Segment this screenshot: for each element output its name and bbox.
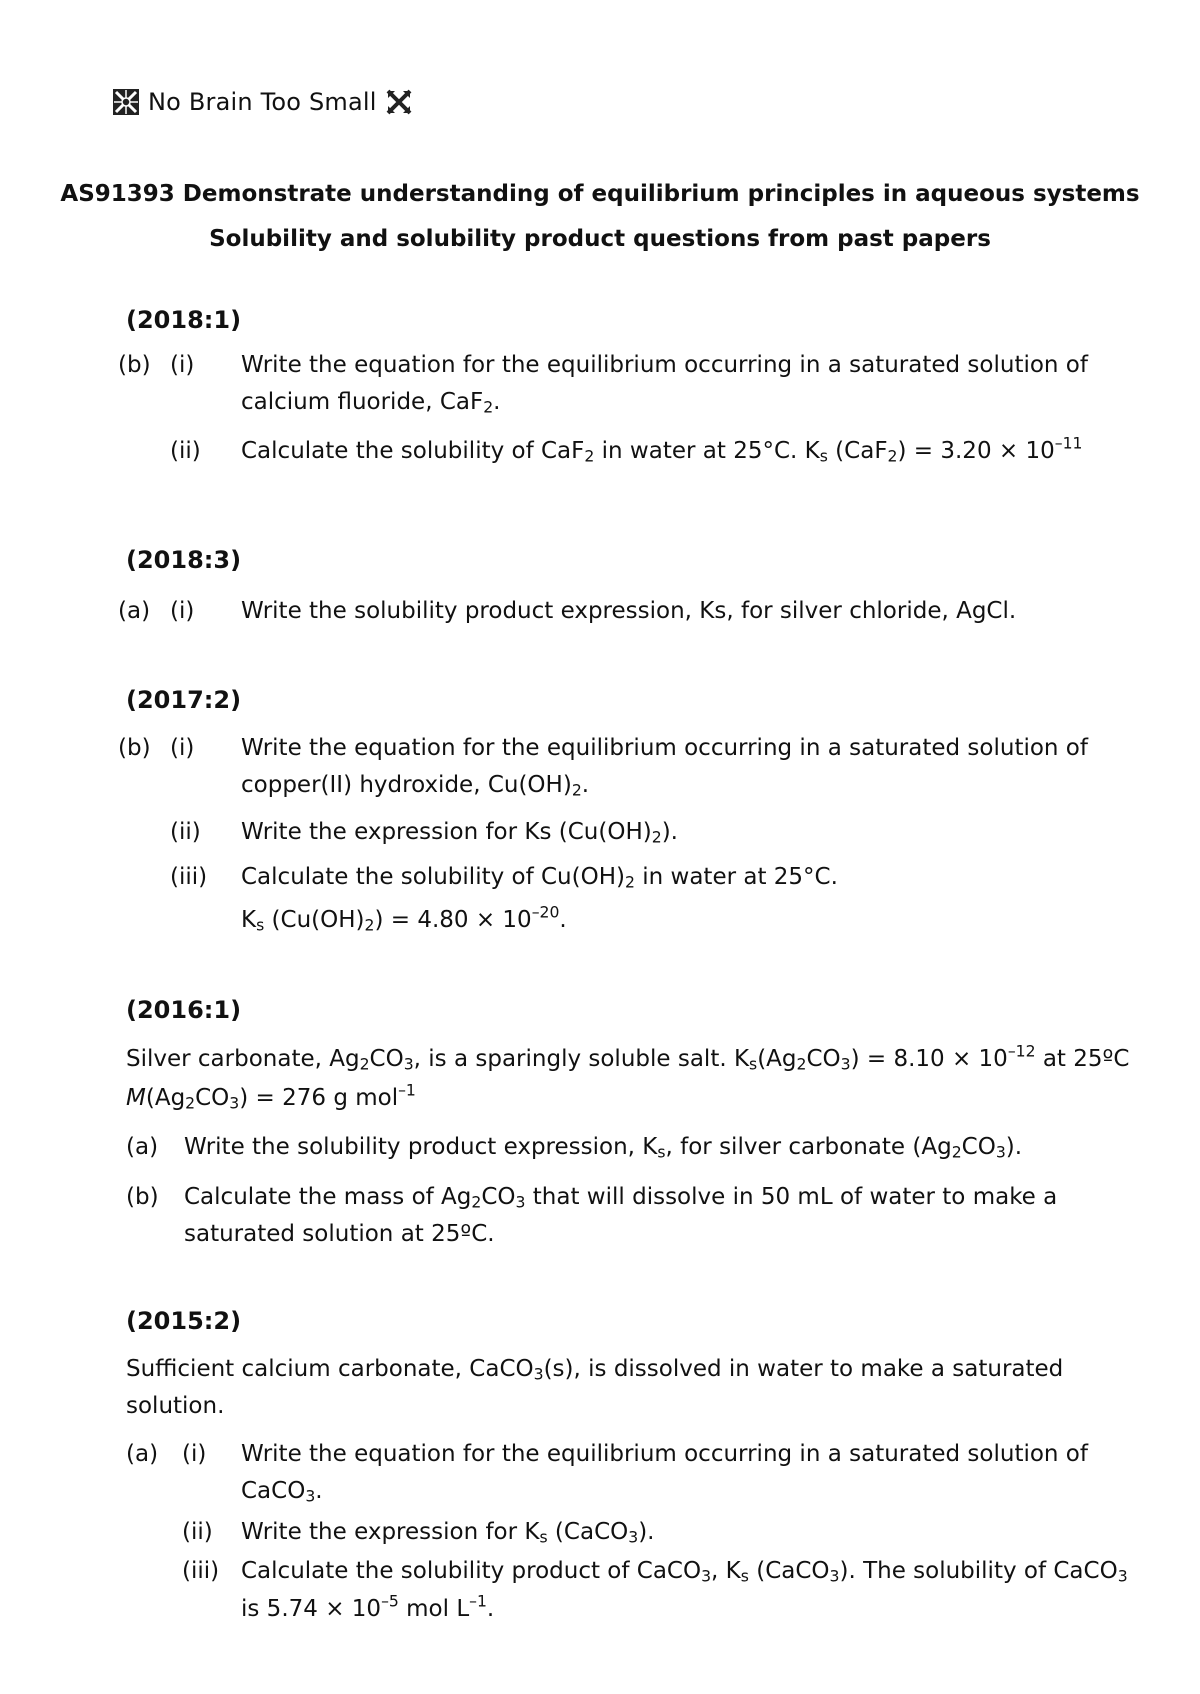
part-label: (b) (118, 735, 151, 761)
item-number: (a) (126, 1134, 159, 1160)
part-label: (a) (126, 1441, 159, 1467)
item-number: (ii) (182, 1519, 213, 1545)
item-number: (i) (170, 735, 195, 761)
question-text: saturated solution at 25ºC. (184, 1221, 495, 1247)
item-number: (i) (170, 352, 195, 378)
nbts-logo-icon (385, 88, 413, 116)
part-label: (b) (118, 352, 151, 378)
item-number: (ii) (170, 819, 201, 845)
question-text: Write the equation for the equilibrium occurring in a saturated solution of (241, 352, 1088, 378)
intro-text: solution. (126, 1393, 225, 1419)
document-title: AS91393 Demonstrate understanding of equilibrium principles in aqueous systems (60, 181, 1140, 207)
item-number: (iii) (182, 1558, 220, 1584)
question-text: Write the solubility product expression, Ks, for silver chloride, AgCl. (241, 598, 1017, 624)
section-heading: (2016:1) (126, 996, 242, 1024)
item-number: (i) (170, 598, 195, 624)
item-number: (b) (126, 1184, 159, 1210)
document-subtitle: Solubility and solubility product questions from past papers (209, 226, 991, 252)
question-text: Write the solubility product expression, $K_s$, for silver carbonate $(Ag_2CO_3)$. (184, 1134, 1023, 1162)
intro-text: Silver carbonate, $Ag_2CO_3$, is a sparingly soluble salt. $K_s(Ag_2CO_3) = 8.10 \times 10^{-12}$ at 25ºC (126, 1041, 1130, 1074)
part-label: (a) (118, 598, 151, 624)
question-text: Write the expression for Ks $(Cu(OH)_2)$. (241, 819, 678, 847)
question-text: Write the equation for the equilibrium occurring in a saturated solution of (241, 1441, 1088, 1467)
question-text: Calculate the mass of $Ag_2CO_3$ that will dissolve in 50 mL of water to make a (184, 1184, 1058, 1212)
header (112, 88, 413, 116)
item-number: (i) (182, 1441, 207, 1467)
header-text: No Brain Too Small (148, 88, 377, 116)
question-text: Write the equation for the equilibrium occurring in a saturated solution of (241, 735, 1088, 761)
question-text: $K_s$ $(Cu(OH)_2) = 4.80 \times 10^{-20}$. (241, 902, 567, 935)
section-heading: (2017:2) (126, 686, 242, 714)
item-number: (iii) (170, 864, 208, 890)
question-text: Write the expression for $K_s$ (CaCO$_3$). (241, 1519, 655, 1547)
question-text: CaCO$_3$. (241, 1478, 323, 1506)
question-text: copper(II) hydroxide, $Cu(OH)_2$. (241, 772, 590, 800)
question-text: Calculate the solubility of $Cu(OH)_2$ in water at 25°C. (241, 864, 838, 892)
section-heading: (2015:2) (126, 1307, 242, 1335)
intro-text: Sufficient calcium carbonate, CaCO$_3$(s), is dissolved in water to make a saturated (126, 1356, 1064, 1384)
nbts-logo-icon (112, 88, 140, 116)
question-text: calcium fluoride, CaF$_2$. (241, 389, 501, 417)
section-heading: (2018:3) (126, 546, 242, 574)
intro-text: $M(Ag_2CO_3) = 276$ g mol$^{-1}$ (126, 1080, 416, 1113)
section-heading: (2018:1) (126, 306, 242, 334)
question-text: is $5.74 \times 10^{-5}$ mol $L^{-1}$. (241, 1591, 495, 1622)
question-text: Calculate the solubility product of CaCO$_3$, $K_s$ (CaCO$_3$). The solubility of CaCO$_3$ (241, 1558, 1128, 1586)
item-number: (ii) (170, 438, 201, 464)
question-text: Calculate the solubility of CaF$_2$ in water at 25°C. $K_s$ $(CaF_2) = 3.20 \times 10^{-11}$ (241, 433, 1083, 466)
